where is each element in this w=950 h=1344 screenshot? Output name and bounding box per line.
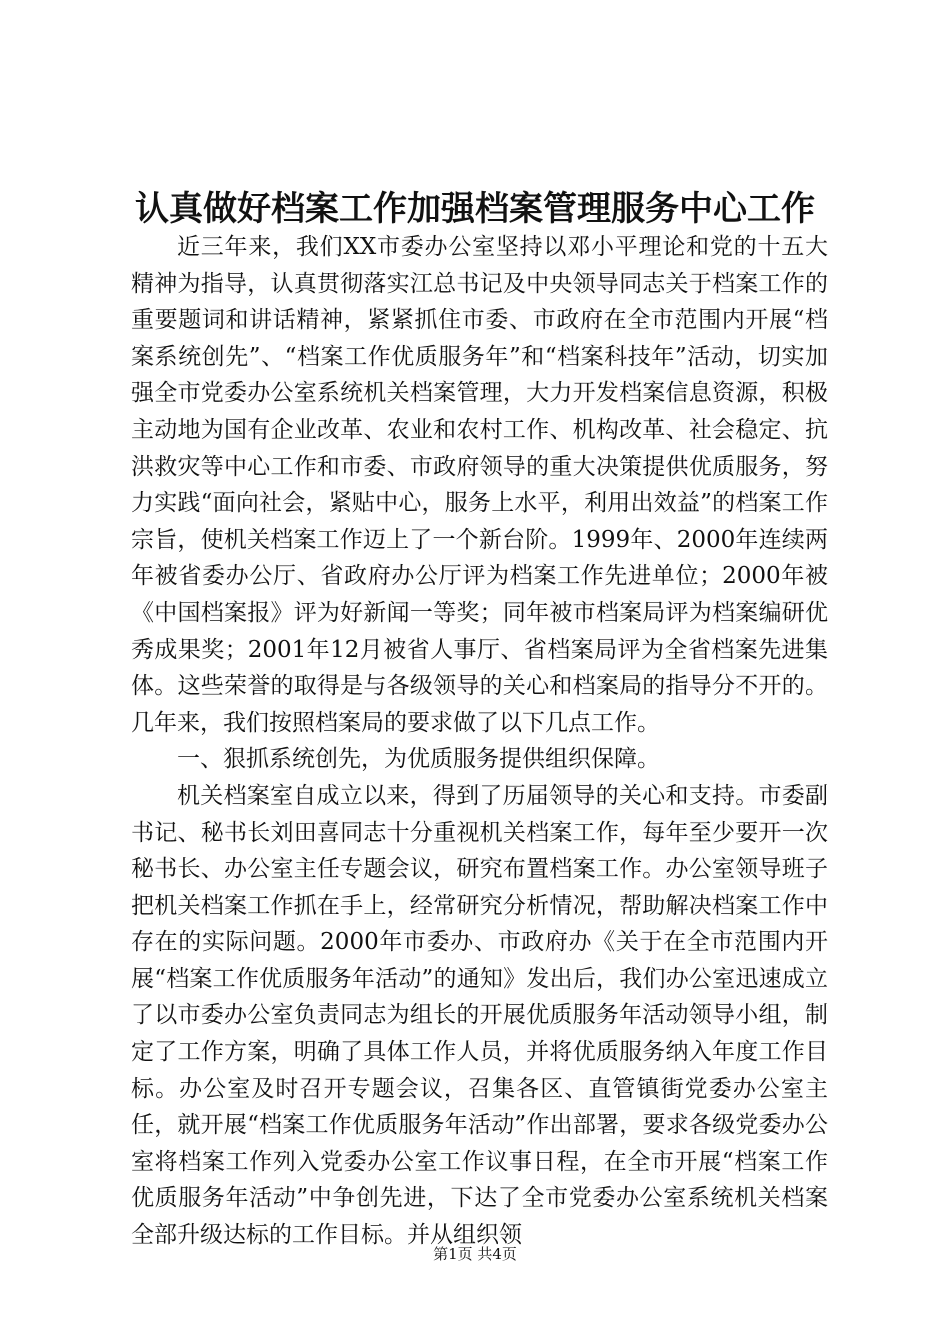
paragraph-section-body: 机关档案室自成立以来，得到了历届领导的关心和支持。市委副书记、秘书长刘田喜同志十分重视机关档案工作，每年至少要开一次秘书长、办公室主任专题会议，研究布置档案工作。办公室领导班子把机关档案工作抓在手上，经常研究分析情况，帮助解决档案工作中存在的实际问题。2000年市委办、市政府办《关于在全市范围内开展“档案工作优质服务年活动”的通知》发出后，我们办公室迅速成立了以市委办公室负责同志为组长的开展优质服务年活动领导小组，制定了工作方案，明确了具体工作人员，并将优质服务纳入年度工作目标。办公室及时召开专题会议，召集各区、直管镇街党委办公室主任，就开展“档案工作优质服务年活动”作出部署，要求各级党委办公室将档案工作列入党委办公室工作议事日程，在全市开展“档案工作优质服务年活动”中争创先进，下达了全市党委办公室系统机关档案全部升级达标的工作目标。并从组织领 bbox=[131, 782, 828, 1249]
page-number-footer: 第1页 共4页 bbox=[433, 1245, 517, 1263]
paragraph-section-heading: 一、狠抓系统创先，为优质服务提供组织保障。 bbox=[177, 746, 660, 773]
document-title: 认真做好档案工作加强档案管理服务中心工作 bbox=[135, 189, 815, 229]
paragraph-intro: 近三年来，我们XX市委办公室坚持以邓小平理论和党的十五大精神为指导，认真贯彻落实江总书记及中央领导同志关于档案工作的重要题词和讲话精神，紧紧抓住市委、市政府在全市范围内开展“档案系统创先”、“档案工作优质服务年”和“档案科技年”活动，切实加强全市党委办公室系统机关档案管理，大力开发档案信息资源，积极主动地为国有企业改革、农业和农村工作、机构改革、社会稳定、抗洪救灾等中心工作和市委、市政府领导的重大决策提供优质服务，努力实践“面向社会，紧贴中心，服务上水平，利用出效益”的档案工作宗旨，使机关档案工作迈上了一个新台阶。1999年、2000年连续两年被省委办公厅、省政府办公厅评为档案工作先进单位；2000年被《中国档案报》评为好新闻一等奖；同年被市档案局评为档案编研优秀成果奖；2001年12月被省人事厅、省档案局评为全省档案先进集体。这些荣誉的取得是与各级领导的关心和档案局的指导分不开的。几年来，我们按照档案局的要求做了以下几点工作。 bbox=[131, 234, 828, 736]
document-body bbox=[131, 229, 828, 1254]
